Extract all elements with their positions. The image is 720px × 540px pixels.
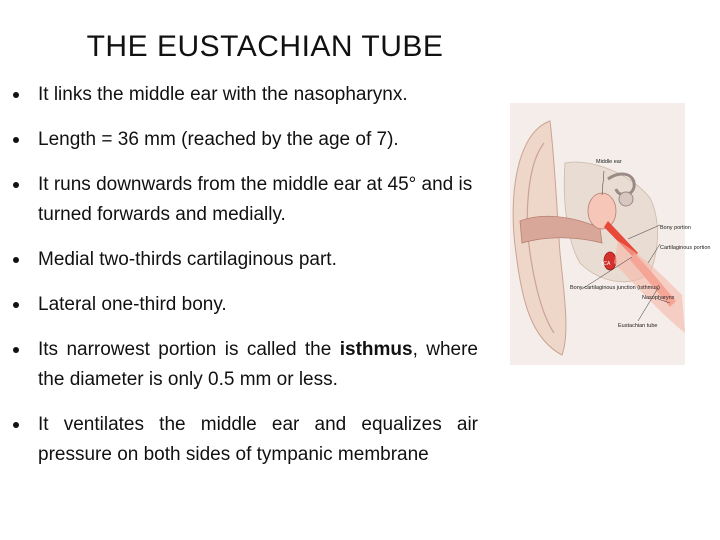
- middle-ear-shape: [588, 193, 616, 229]
- bullet-list: [13, 80, 478, 470]
- bullet-text: It links the middle ear with the nasopharynx.: [38, 84, 408, 105]
- bullet-dot: [13, 422, 19, 428]
- bullet-dot: [13, 92, 19, 98]
- label-cartilaginous-portion: Cartilaginous portion: [660, 245, 711, 251]
- bullet-text: It ventilates the middle ear and equalizes air pressure on both sides of tympanic membrane: [38, 414, 478, 465]
- bullet-dot: [13, 347, 19, 353]
- bullet-dot: [13, 257, 19, 263]
- label-junction: Bony-cartilaginous junction (isthmus): [570, 285, 660, 291]
- bullet-text: Lateral one-third bony.: [38, 294, 227, 315]
- bullet-item: [13, 290, 478, 320]
- bullet-text: Medial two-thirds cartilaginous part.: [38, 249, 337, 270]
- bullet-text: Length = 36 mm (reached by the age of 7).: [38, 129, 399, 150]
- bullet-text: It runs downwards from the middle ear at 45° and is turned forwards and medially.: [38, 174, 473, 225]
- label-nasopharynx: Nasopharynx: [642, 295, 675, 301]
- bullet-item: [13, 335, 478, 395]
- bullet-item: [13, 170, 478, 230]
- isthmus-term: isthmus: [339, 339, 413, 360]
- bullet-item: [13, 410, 478, 470]
- label-eustachian-tube: Eustachian tube: [618, 323, 658, 329]
- bullet-text-part: , where the diameter is only 0.5 mm or less.: [38, 339, 478, 390]
- label-bony-portion: Bony portion: [660, 225, 691, 231]
- bullet-item: [13, 245, 478, 275]
- ear-anatomy-figure: [510, 103, 711, 365]
- bullet-dot: [13, 302, 19, 308]
- bullet-item: [13, 80, 478, 110]
- label-middle-ear: Middle ear: [596, 159, 622, 165]
- ear-diagram: [510, 103, 711, 365]
- bullet-dot: [13, 182, 19, 188]
- page-title: THE EUSTACHIAN TUBE: [86, 30, 444, 63]
- bullet-text-part: Its narrowest portion is called the: [38, 339, 340, 360]
- bullet-item: [13, 125, 478, 155]
- bullet-dot: [13, 137, 19, 143]
- label-ica: ICA: [602, 261, 611, 267]
- bullet-text: [38, 335, 478, 395]
